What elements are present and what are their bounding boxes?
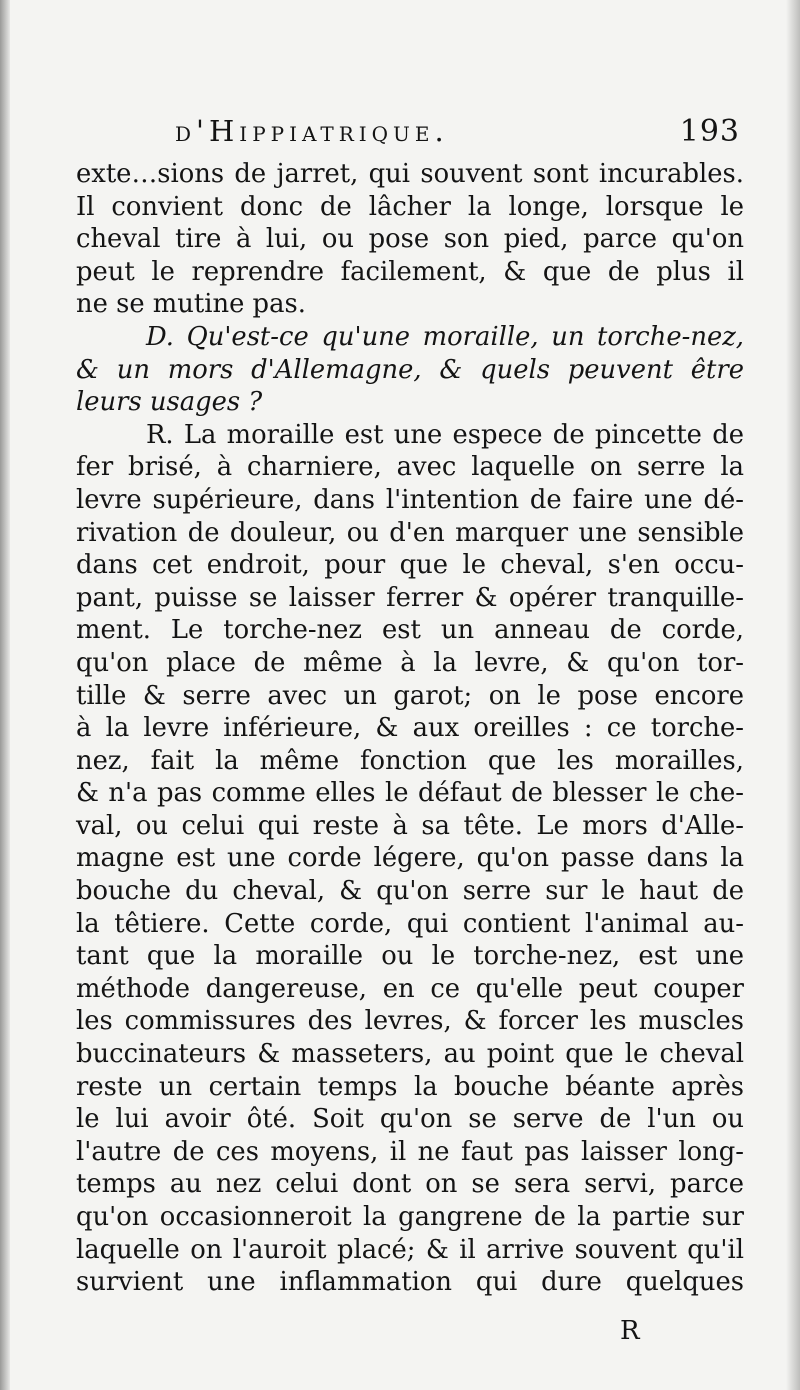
body-text — [76, 158, 744, 1299]
answer-line: bouche du cheval, & qu'on serre sur le haut de — [76, 876, 744, 907]
answer-line: survient une inflammation qui dure quelques — [76, 1267, 744, 1298]
answer-line: les commissures des levres, & forcer les muscles — [76, 1006, 744, 1037]
question-line: D. Qu'est-ce qu'une moraille, un torche-nez, — [146, 321, 744, 352]
answer-line: la têtiere. Cette corde, qui contient l'animal au- — [76, 908, 744, 939]
text-line: exte…sions de jarret, qui souvent sont incurables. — [76, 159, 744, 189]
answer-line: qu'on occasionneroit la gangrene de la partie sur — [76, 1202, 744, 1232]
question-line: leurs usages ? — [76, 387, 263, 418]
answer-line: le lui avoir ôté. Soit qu'on se serve de l'un ou — [76, 1104, 744, 1135]
answer-line: pant, puisse se laisser ferrer & opérer tranquille- — [76, 582, 744, 613]
text-line: cheval tire à lui, ou pose son pied, parce qu'on — [76, 224, 744, 255]
answer-line: fer brisé, à charniere, avec laquelle on serre la — [76, 452, 744, 483]
answer-line: l'autre de ces moyens, il ne faut pas laisser long- — [76, 1136, 744, 1167]
answer-line: R. La moraille est une espece de pincette de — [146, 419, 744, 450]
answer-line: dans cet endroit, pour que le cheval, s'en occu- — [76, 550, 744, 581]
question-line: & un mors d'Allemagne, & quels peuvent être — [76, 354, 744, 385]
answer-line: nez, fait la même fonction que les morailles, — [76, 745, 744, 776]
running-head: d'Hippiatrique. — [175, 114, 449, 148]
answer-line: buccinateurs & masseters, au point que le cheval — [76, 1039, 744, 1070]
answer-line: méthode dangereuse, en ce qu'elle peut couper — [76, 973, 744, 1004]
page-header — [175, 114, 740, 154]
answer-line: ment. Le torche-nez est un anneau de corde, — [76, 615, 744, 646]
page-number: 193 — [679, 114, 740, 149]
answer-line: qu'on place de même à la levre, & qu'on tor- — [76, 647, 744, 678]
answer-line: tant que la moraille ou le torche-nez, est une — [76, 941, 744, 972]
answer-line: magne est une corde légere, qu'on passe dans la — [76, 843, 744, 874]
answer-line: & n'a pas comme elles le défaut de blesser le che- — [76, 778, 744, 809]
answer-line: à la levre inférieure, & aux oreilles : ce torche- — [76, 713, 744, 744]
answer-line: reste un certain temps la bouche béante après — [76, 1071, 744, 1102]
answer-line: levre supérieure, dans l'intention de faire une dé- — [76, 484, 744, 515]
answer-line: val, ou celui qui reste à sa tête. Le mors d'Alle- — [76, 810, 744, 841]
answer-line: laquelle on l'auroit placé; & il arrive souvent qu'il — [76, 1234, 744, 1265]
answer-line: tille & serre avec un garot; on le pose encore — [76, 680, 744, 711]
catchword: R — [620, 1316, 640, 1346]
answer-line: temps au nez celui dont on se sera servi, parce — [76, 1169, 744, 1200]
answer-line: rivation de douleur, ou d'en marquer une sensible — [76, 517, 744, 548]
text-line: ne se mutine pas. — [76, 289, 306, 320]
text-line: Il convient donc de lâcher la longe, lorsque le — [76, 191, 744, 222]
text-line: peut le reprendre facilement, & que de plus il — [76, 256, 744, 287]
